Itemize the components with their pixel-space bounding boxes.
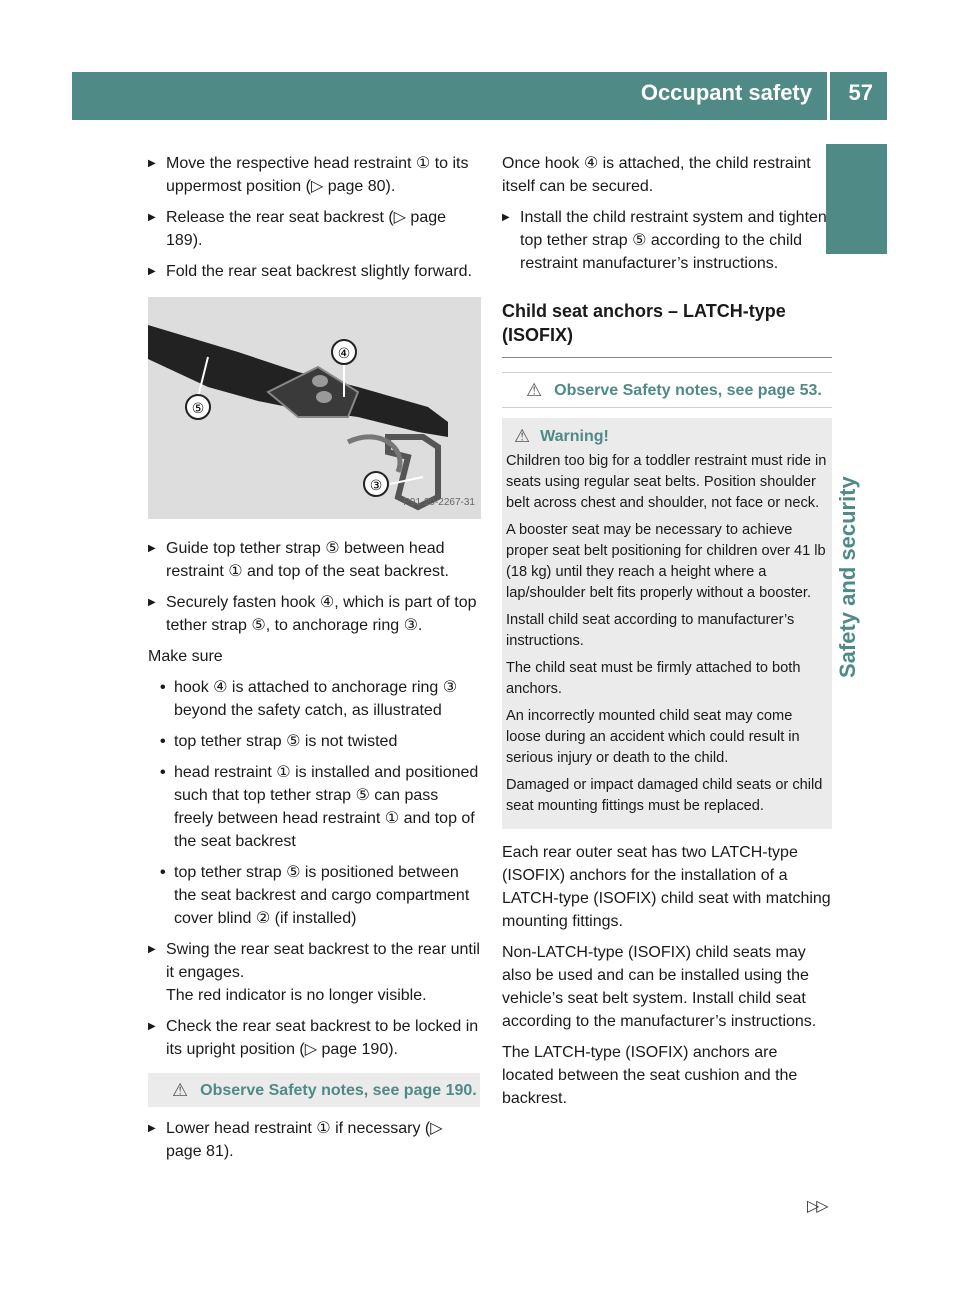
section-heading: Child seat anchors – LATCH-type (ISOFIX): [502, 283, 832, 358]
callout-number: ⑤: [191, 401, 205, 417]
tether-hook-drawing: [148, 297, 481, 519]
make-sure-label: Make sure: [148, 648, 223, 665]
hook-hole: [316, 391, 332, 403]
warning-icon: ⚠: [172, 1079, 189, 1100]
figure-code: P91.20-2267-31: [403, 497, 475, 508]
notice-text: Observe Safety notes, see page 53.: [554, 381, 822, 399]
instruction-step: ▶ Lower head restraint ① if necessary (▷ page 81).: [148, 1117, 480, 1163]
page-title: Occupant safety: [640, 80, 812, 105]
notice-text: Observe Safety notes, see page 190.: [200, 1081, 477, 1099]
warning-icon: ⚠: [526, 379, 543, 400]
body-paragraph: Non-LATCH-type (ISOFIX) child seats may also be used and can be installed using the vehicle’s seat belt system. Install child seat according to the manufacturer’s instructions.: [502, 944, 817, 1030]
body-paragraph: The LATCH-type (ISOFIX) anchors are located between the seat cushion and the backrest.: [502, 1044, 798, 1107]
step-note: The red indicator is no longer visible.: [166, 987, 427, 1004]
warning-title: Warning!: [540, 428, 609, 445]
warning-paragraph: The child seat must be firmly attached to both anchors.: [506, 660, 801, 697]
intro-paragraph: Once hook ④ is attached, the child restraint itself can be secured.: [502, 155, 811, 195]
callout-number: ③: [369, 478, 383, 494]
checklist-item: • top tether strap ⑤ is positioned between the seat backrest and cargo compartment cover blind ② (if installed): [156, 861, 480, 930]
callout-leader: [390, 477, 423, 484]
callout-number: ④: [337, 346, 351, 362]
warning-paragraph: An incorrectly mounted child seat may come loose during an accident which could result in serious injury or death to the child.: [506, 708, 800, 766]
instruction-step: ▶ Check the rear seat backrest to be locked in its upright position (▷ page 190).: [148, 1015, 480, 1061]
page-header: [72, 72, 887, 120]
checklist-item: • head restraint ① is installed and positioned such that top tether strap ⑤ can pass freely between head restraint ① and top of the seat backrest: [156, 761, 480, 853]
section-tab: [826, 144, 887, 254]
right-column: [502, 152, 832, 1118]
instruction-step: ▶ Securely fasten hook ④, which is part of top tether strap ⑤, to anchorage ring ③.: [148, 591, 480, 637]
page-number: 57: [848, 80, 873, 105]
safety-notice: [148, 1073, 480, 1107]
checklist-item: • hook ④ is attached to anchorage ring ③ beyond the safety catch, as illustrated: [156, 676, 480, 722]
section-label: Safety and security: [835, 476, 860, 678]
warning-paragraph: Damaged or impact damaged child seats or child seat mounting fittings must be replaced.: [506, 777, 823, 814]
safety-notice: [502, 372, 832, 408]
body-paragraph: Each rear outer seat has two LATCH-type (ISOFIX) anchors for the installation of a LATCH-type (ISOFIX) child seat with matching mounting fittings.: [502, 844, 831, 930]
instruction-step: ▶ Fold the rear seat backrest slightly forward.: [148, 260, 480, 283]
instruction-step: ▶ Install the child restraint system and tighten top tether strap ⑤ according to the child restraint manufacturer’s instructions.: [502, 206, 832, 275]
instruction-step: ▶ Move the respective head restraint ① to its uppermost position (▷ page 80).: [148, 152, 480, 198]
header-divider: [827, 72, 830, 120]
warning-paragraph: A booster seat may be necessary to achieve proper seat belt positioning for children over 41 lb (18 kg) until they reach a height where a lap/shoulder belt fits properly without a booster.: [506, 522, 826, 601]
warning-paragraph: Install child seat according to manufacturer’s instructions.: [506, 612, 795, 649]
instruction-step: [148, 938, 480, 1007]
continue-arrow: ▷▷: [807, 1198, 826, 1215]
warning-header: [514, 426, 828, 447]
warning-icon: ⚠: [514, 426, 531, 446]
warning-paragraph: Children too big for a toddler restraint must ride in seats using regular seat belts. Position shoulder belt across chest and shoulder, not face or neck.: [506, 453, 827, 511]
warning-box: [502, 418, 832, 829]
instruction-step: ▶ Release the rear seat backrest (▷ page 189).: [148, 206, 480, 252]
left-column: [148, 152, 480, 1171]
tether-illustration: [148, 297, 481, 519]
instruction-step: ▶ Guide top tether strap ⑤ between head restraint ① and top of the seat backrest.: [148, 537, 480, 583]
checklist-item: • top tether strap ⑤ is not twisted: [156, 730, 480, 753]
hook-hole: [312, 375, 328, 387]
step-text: Swing the rear seat backrest to the rear until it engages.: [166, 941, 480, 981]
